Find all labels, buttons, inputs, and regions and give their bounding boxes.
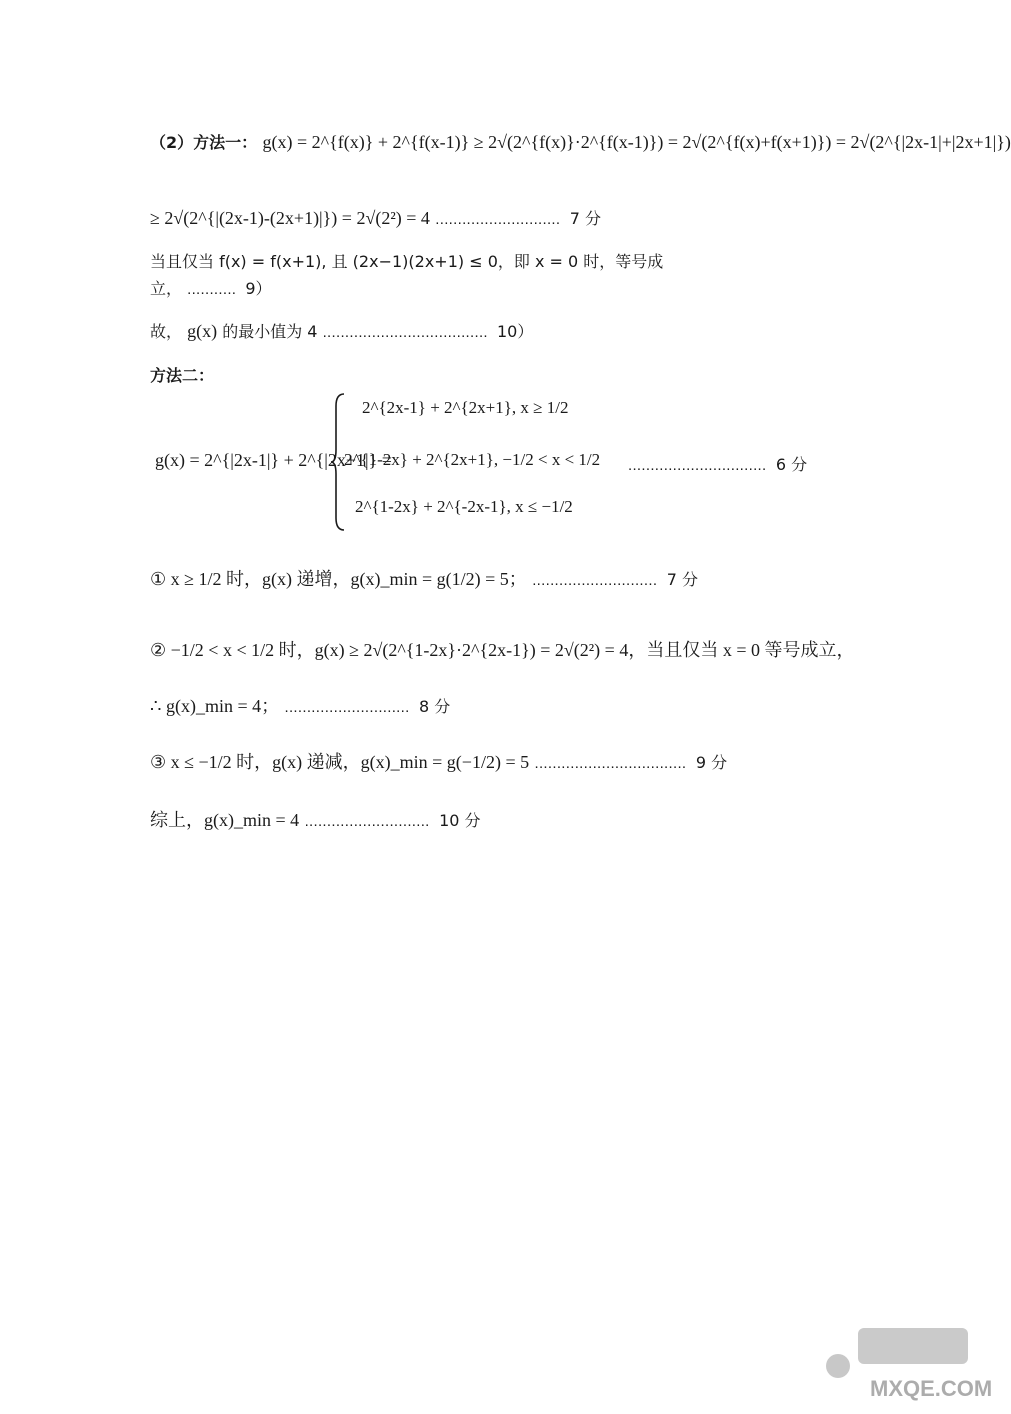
score-7: 7 分 xyxy=(569,209,602,228)
leader-dots: ............................ xyxy=(304,813,430,830)
conclusion1-text: 的最小值为 4 xyxy=(222,322,318,341)
conclusion1-math: g(x) xyxy=(187,321,218,341)
score-9: 9） xyxy=(245,279,272,298)
piecewise-case-1-text: 2^{2x-1} + 2^{2x+1}, x ≥ 1/2 xyxy=(362,398,569,417)
watermark-text: MXQE.COM xyxy=(870,1376,993,1401)
watermark-graphic-icon xyxy=(820,1322,993,1404)
method1-line2 xyxy=(150,208,601,230)
piecewise-score xyxy=(628,452,807,475)
conclusion1 xyxy=(150,321,533,343)
leader-dots: ............................ xyxy=(532,572,658,589)
case2-result-text: ∴ g(x)_min = 4； xyxy=(150,696,280,716)
leader-dots: ........... xyxy=(187,281,237,298)
case1 xyxy=(150,569,698,591)
piecewise-case-2 xyxy=(344,450,600,470)
watermark-logo xyxy=(820,1322,993,1404)
leader-dots: ............................ xyxy=(435,211,561,228)
piecewise-case-2-text: 2^{1-2x} + 2^{2x+1}, −1/2 < x < 1/2 xyxy=(344,450,601,469)
leader-dots: ............................... xyxy=(628,457,767,474)
piecewise-case-1 xyxy=(362,398,568,418)
method1-heading: （2）方法一： xyxy=(150,133,258,152)
piecewise-case-3 xyxy=(355,497,573,517)
conclusion1-lead: 故， xyxy=(150,322,183,341)
case1-text: ① x ≥ 1/2 时，g(x) 递增，g(x)_min = g(1/2) = 5； xyxy=(150,569,527,589)
summary-text: 综上，g(x)_min = 4 xyxy=(150,810,300,830)
equality-condition xyxy=(150,252,663,271)
case2 xyxy=(150,640,854,662)
score-9: 9 分 xyxy=(695,753,728,772)
leader-dots: .................................. xyxy=(534,755,687,772)
equality-condition-text: 当且仅当 f(x) = f(x+1), 且 (2x−1)(2x+1) ≤ 0，即 x = 0 时，等号成 xyxy=(150,252,664,271)
method1-equation-1: g(x) = 2^{f(x)} + 2^{f(x-1)} ≥ 2√(2^{f(x)}·2^{f(x-1)}) = 2√(2^{f(x)+f(x+1)}) = 2√(2^{|2x-1|+|2x+1|}) xyxy=(262,132,1011,152)
method1-equation-2: ≥ 2√(2^{|(2x-1)-(2x+1)|}) = 2√(2²) = 4 xyxy=(150,208,430,228)
summary xyxy=(150,810,481,832)
case2-result xyxy=(150,696,450,718)
score-10: 10 分 xyxy=(439,811,481,830)
score-10: 10） xyxy=(496,322,534,341)
case3-text: ③ x ≤ −1/2 时，g(x) 递减，g(x)_min = g(−1/2) = 5 xyxy=(150,752,530,772)
piecewise-lhs-text: g(x) = 2^{|2x-1|} + 2^{|2x+1|} = xyxy=(155,450,392,470)
score-8: 8 分 xyxy=(419,697,451,716)
leader-dots: ..................................... xyxy=(322,324,488,341)
case2-text: ② −1/2 < x < 1/2 时，g(x) ≥ 2√(2^{1-2x}·2^{2x-1}) = 2√(2²) = 4，当且仅当 x = 0 等号成立， xyxy=(150,640,855,660)
score-6: 6 分 xyxy=(775,455,808,474)
piecewise-case-3-text: 2^{1-2x} + 2^{-2x-1}, x ≤ −1/2 xyxy=(355,497,573,516)
case3 xyxy=(150,752,727,774)
leader-dots: ............................ xyxy=(284,699,410,716)
method2-heading-text: 方法二： xyxy=(150,366,215,385)
score-7: 7 分 xyxy=(666,570,698,589)
equality-condition-end xyxy=(150,279,272,299)
method2-heading xyxy=(150,366,214,385)
equality-condition-end-text: 立， xyxy=(150,279,183,298)
method1-line1 xyxy=(150,132,1011,154)
